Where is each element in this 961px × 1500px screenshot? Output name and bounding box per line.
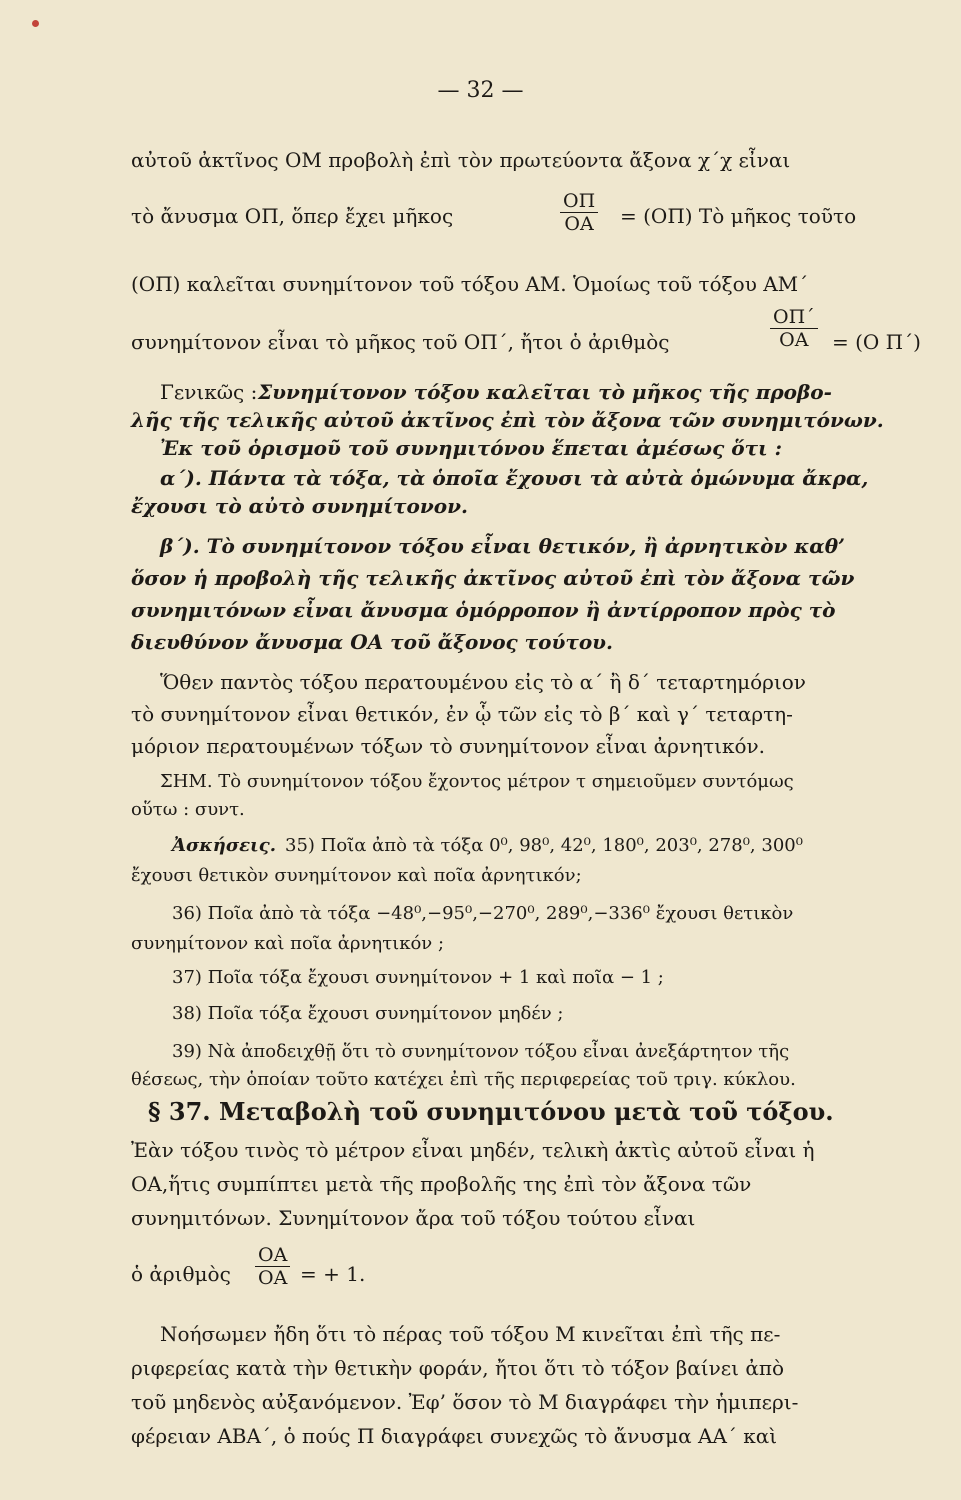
text-line: ριφερείας κατὰ τὴν θετικὴν φοράν, ἤτοι ὅτι τὸ τόξον βαίνει ἀπὸ (131, 1356, 785, 1380)
text-line: αὐτοῦ ἀκτῖνος ΟΜ προβολὴ ἐπὶ τὸν πρωτεύοντα ἄξονα χ΄χ εἶναι (131, 148, 791, 172)
exercise-36: συνημίτονον καὶ ποῖα ἀρνητικόν ; (131, 933, 445, 954)
text-line: = (Ο Π΄) (832, 330, 921, 354)
text-line: (ΟΠ) καλεῖται συνημίτονον τοῦ τόξου ΑΜ. Ὁμοίως τοῦ τόξου ΑΜ΄ (131, 272, 809, 296)
text-line: Ἐὰν τόξου τινὸς τὸ μέτρον εἶναι μηδέν, τελικὴ ἀκτὶς αὐτοῦ εἶναι ἡ (131, 1138, 815, 1162)
text-line: μόριον περατουμένων τόξων τὸ συνημίτονον εἶναι ἀρνητικόν. (131, 734, 766, 758)
fraction-numerator: ΟΠ΄ (770, 306, 818, 329)
ink-spot (32, 20, 39, 27)
fraction-denominator: ΟΑ (258, 1267, 288, 1289)
section-heading: § 37. Μεταβολὴ τοῦ συνημιτόνου μετὰ τοῦ τόξου. (148, 1097, 834, 1126)
text-line: τοῦ μηδενὸς αὐξανόμενον. Ἐφ’ ὅσον τὸ Μ διαγράφει τὴν ἡμιπερι- (131, 1390, 799, 1414)
exercises-heading: Ἀσκήσεις. (172, 835, 276, 856)
text-line: Ἐκ τοῦ ὁρισμοῦ τοῦ συνημιτόνου ἕπεται ἀμέσως ὅτι : (160, 436, 783, 460)
fraction-numerator: ΟΠ (560, 190, 598, 213)
property-alpha: α΄). Πάντα τὰ τόξα, τὰ ὁποῖα ἔχουσι τὰ αὐτὰ ὁμώνυμα ἄκρα, (160, 466, 869, 490)
text-line: συνημιτόνων. Συνημίτονον ἄρα τοῦ τόξου τούτου εἶναι (131, 1206, 696, 1230)
property-alpha: ἔχουσι τὸ αὐτὸ συνημίτονον. (131, 494, 468, 518)
text-line: ΟΑ,ἥτις συμπίπτει μετὰ τῆς προβολῆς της ἐπὶ τὸν ἄξονα τῶν (131, 1172, 752, 1196)
exercise-37: 37) Ποῖα τόξα ἔχουσι συνημίτονον + 1 καὶ ποῖα − 1 ; (172, 967, 664, 988)
note-text: ΣΗΜ. Τὸ συνημίτονον τόξου ἔχοντος μέτρον τ σημειοῦμεν συντόμως (160, 771, 794, 792)
text-line: = (ΟΠ) Τὸ μῆκος τοῦτο (620, 204, 857, 228)
exercise-39: 39) Νὰ ἀποδειχθῇ ὅτι τὸ συνημίτονον τόξου εἶναι ἀνεξάρτητον τῆς (172, 1041, 790, 1062)
text-line: φέρειαν ΑΒΑ΄, ὁ πούς Π διαγράφει συνεχῶς τὸ ἄνυσμα ΑΑ΄ καὶ (131, 1424, 778, 1448)
property-beta: ὅσον ἡ προβολὴ τῆς τελικῆς ἀκτῖνος αὐτοῦ ἐπὶ τὸν ἄξονα τῶν (131, 566, 855, 590)
text-line: Νοήσωμεν ἤδη ὅτι τὸ πέρας τοῦ τόξου Μ κινεῖται ἐπὶ τῆς πε- (160, 1322, 781, 1346)
text-line: ὁ ἀριθμὸς (131, 1262, 231, 1286)
fraction (255, 1244, 290, 1289)
exercise-38: 38) Ποῖα τόξα ἔχουσι συνημίτονον μηδέν ; (172, 1003, 564, 1024)
exercise-36: 36) Ποῖα ἀπὸ τὰ τόξα −48⁰,−95⁰,−270⁰, 289⁰,−336⁰ ἔχουσι θετικὸν (172, 903, 794, 924)
text-line: Ὅθεν παντὸς τόξου περατουμένου εἰς τὸ α΄ ἢ δ΄ τεταρτημόριον (160, 670, 806, 694)
text-line: συνημίτονον εἶναι τὸ μῆκος τοῦ ΟΠ΄, ἤτοι ὁ ἀριθμὸς (131, 330, 670, 354)
page-number: — 32 — (437, 78, 524, 103)
definition-text: λῆς τῆς τελικῆς αὐτοῦ ἀκτῖνος ἐπὶ τὸν ἄξονα τῶν συνημιτόνων. (131, 408, 884, 432)
fraction (770, 306, 818, 351)
exercise-39: θέσεως, τὴν ὁποίαν τοῦτο κατέχει ἐπὶ τῆς περιφερείας τοῦ τριγ. κύκλου. (131, 1069, 796, 1090)
text-line: Γενικῶς : (160, 380, 258, 404)
exercise-35: 35) Ποῖα ἀπὸ τὰ τόξα 0⁰, 98⁰, 42⁰, 180⁰, 203⁰, 278⁰, 300⁰ (285, 835, 803, 856)
fraction-denominator: ΟΑ (779, 329, 809, 351)
note-text: οὕτω : συντ. (131, 799, 245, 820)
text-line: τὸ συνημίτονον εἶναι θετικόν, ἐν ᾧ τῶν εἰς τὸ β΄ καὶ γ΄ τεταρτη- (131, 702, 793, 726)
property-beta: διευθύνον ἄνυσμα ΟΑ τοῦ ἄξονος τούτου. (131, 630, 613, 654)
definition-text: Συνημίτονον τόξου καλεῖται τὸ μῆκος τῆς προβο- (258, 380, 832, 404)
fraction-numerator: ΟΑ (255, 1244, 290, 1267)
fraction-denominator: ΟΑ (564, 213, 594, 235)
fraction (560, 190, 598, 235)
text-line: = + 1. (300, 1262, 366, 1286)
text-line: τὸ ἄνυσμα ΟΠ, ὅπερ ἔχει μῆκος (131, 204, 454, 228)
property-beta: συνημιτόνων εἶναι ἄνυσμα ὁμόρροπον ἢ ἀντίρροπον πρὸς τὸ (131, 598, 836, 622)
exercise-35: ἔχουσι θετικὸν συνημίτονον καὶ ποῖα ἀρνητικόν; (131, 865, 582, 886)
property-beta: β΄). Τὸ συνημίτονον τόξου εἶναι θετικόν, ἢ ἀρνητικὸν καθ’ (160, 534, 845, 558)
